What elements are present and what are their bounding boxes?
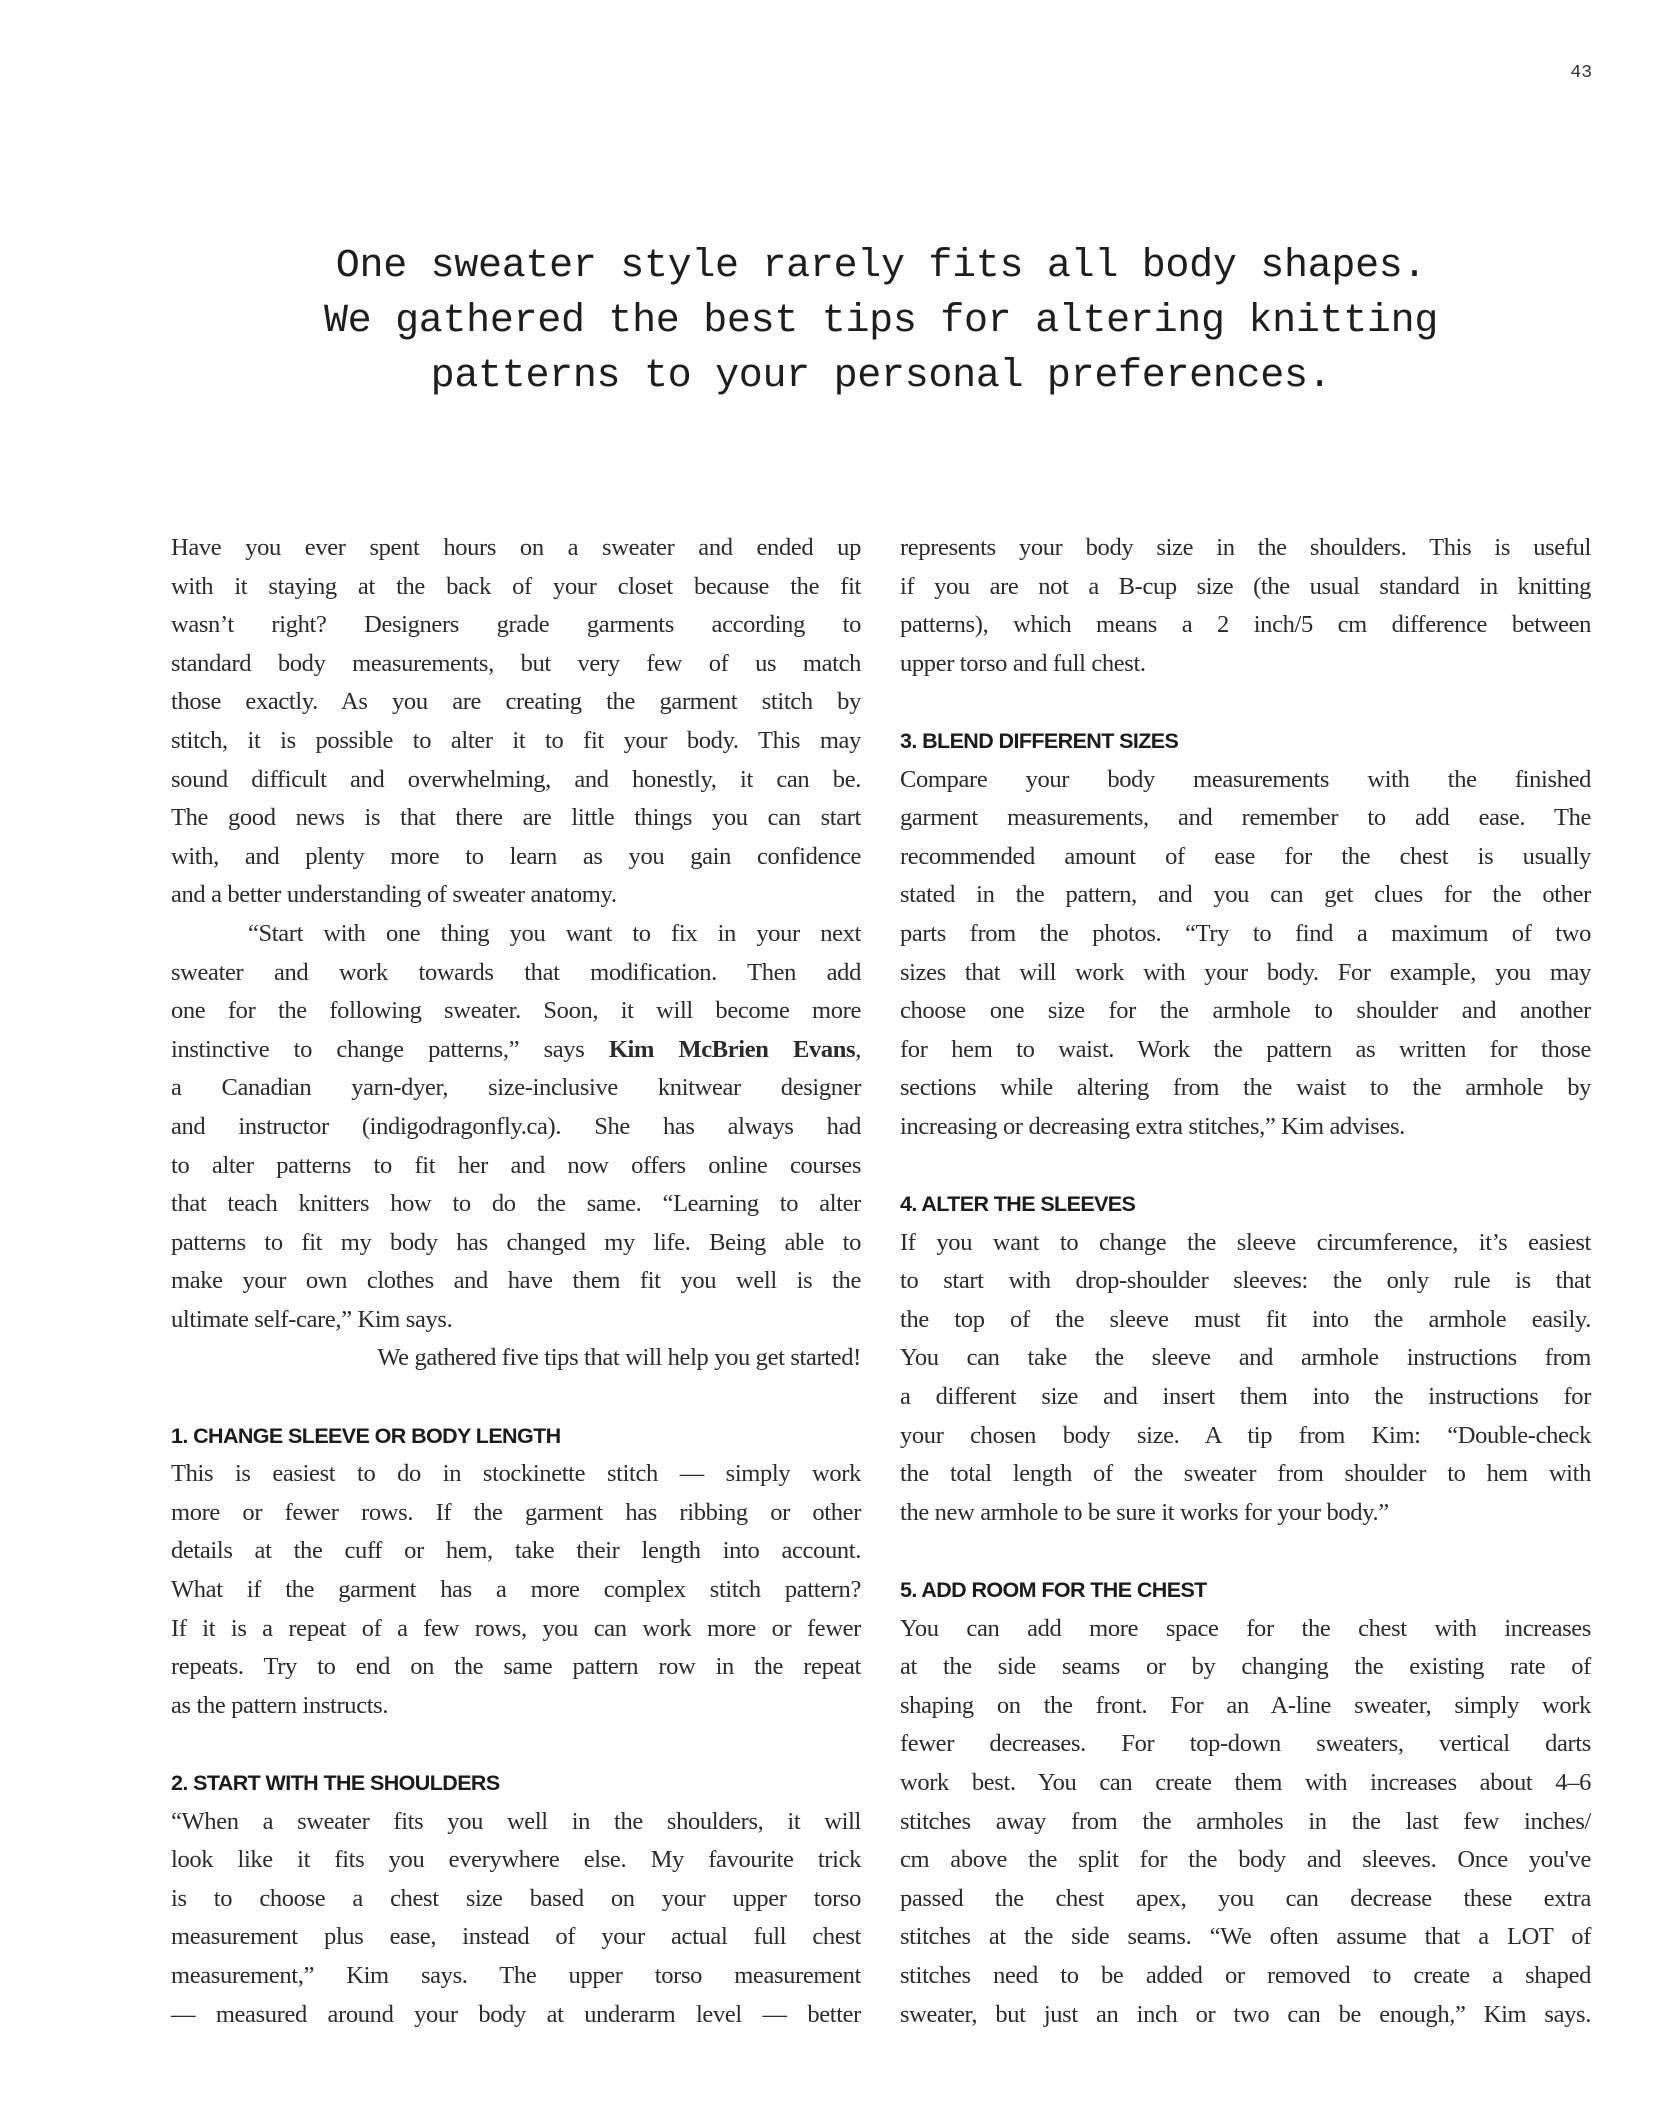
tip-2: [171, 1764, 861, 2034]
headline-line: One sweater style rarely fits all body shapes.: [335, 244, 1427, 289]
text-line: Have you ever spent hours on a sweater and ended up: [171, 534, 861, 561]
text-line: choose one size for the armhole to shoulder and another: [900, 997, 1591, 1025]
text-line: at the side seams or by changing the existing rate of: [900, 1653, 1591, 1681]
text-line: wasn’t right? Designers grade garments according to: [171, 611, 861, 639]
tip-2-continued: [900, 529, 1591, 683]
spacer: [900, 683, 1591, 722]
text-line: “When a sweater fits you well in the shoulders, it will: [171, 1807, 861, 1835]
text-line: What if the garment has a more complex stitch pattern?: [171, 1576, 861, 1604]
text-line: standard body measurements, but very few of us match: [171, 649, 861, 677]
text-line: that teach knitters how to do the same. “Learning to alter: [171, 1190, 861, 1218]
text-line: fewer decreases. For top-down sweaters, vertical darts: [900, 1730, 1591, 1758]
text-line: as the pattern instructs.: [171, 1691, 389, 1719]
text-line: stitches need to be added or removed to create a shaped: [900, 1961, 1591, 1989]
text-line: and a better understanding of sweater anatomy.: [171, 881, 617, 909]
text-line: to alter patterns to fit her and now offers online courses: [171, 1151, 861, 1179]
text-line: — measured around your body at underarm level — better: [171, 2000, 861, 2028]
text-line: to start with drop-shoulder sleeves: the only rule is that: [900, 1267, 1591, 1295]
text-line: a different size and insert them into the instructions for: [900, 1383, 1591, 1411]
text-line: one for the following sweater. Soon, it will become more: [171, 997, 861, 1025]
right-column: [900, 529, 1591, 2034]
text-line: those exactly. As you are creating the garment stitch by: [171, 688, 861, 716]
text-line: patterns to fit my body has changed my life. Being able to: [171, 1228, 861, 1256]
text-line: upper torso and full chest.: [900, 649, 1146, 677]
text-line: look like it fits you everywhere else. My favourite trick: [171, 1846, 861, 1874]
text-line: stitch, it is possible to alter it to fit your body. This may: [171, 726, 861, 754]
text-line: The good news is that there are little things you can start: [171, 804, 861, 832]
text-line: patterns), which means a 2 inch/5 cm difference between: [900, 611, 1591, 639]
text-segment: ,: [855, 1035, 861, 1063]
text-line: with it staying at the back of your closet because the fit: [171, 572, 861, 600]
text-line: make your own clothes and have them fit you well is the: [171, 1267, 861, 1295]
spacer: [900, 1532, 1591, 1571]
text-line: “Start with one thing you want to fix in your next: [248, 919, 861, 947]
spacer: [171, 1378, 861, 1417]
tips-intro: We gathered five tips that will help you get started!: [377, 1344, 861, 1372]
text-line: sizes that will work with your body. For example, you may: [900, 958, 1591, 986]
text-line: the total length of the sweater from shoulder to hem with: [900, 1460, 1591, 1488]
tip-heading: 4. ALTER THE SLEEVES: [900, 1192, 1136, 1217]
text-line: stated in the pattern, and you can get clues for the other: [900, 881, 1591, 909]
text-line: shaping on the front. For an A-line sweater, simply work: [900, 1691, 1591, 1719]
text-line: for hem to waist. Work the pattern as written for those: [900, 1035, 1591, 1063]
text-line: details at the cuff or hem, take their length into account.: [171, 1537, 861, 1565]
text-line: recommended amount of ease for the chest is usually: [900, 842, 1591, 870]
text-line: more or fewer rows. If the garment has ribbing or other: [171, 1498, 861, 1526]
tip-heading: 5. ADD ROOM FOR THE CHEST: [900, 1578, 1207, 1603]
text-line: stitches at the side seams. “We often assume that a LOT of: [900, 1923, 1591, 1951]
quote-paragraph: [171, 915, 861, 1340]
text-line: cm above the split for the body and sleeves. Once you've: [900, 1846, 1591, 1874]
left-column: [171, 529, 861, 2034]
tip-heading: 1. CHANGE SLEEVE OR BODY LENGTH: [171, 1423, 561, 1448]
text-line: repeats. Try to end on the same pattern row in the repeat: [171, 1653, 861, 1681]
designer-name: Kim McBrien Evans: [608, 1035, 856, 1063]
headline-line: We gathered the best tips for altering knitting: [323, 299, 1439, 344]
text-line: your chosen body size. A tip from Kim: “Double-check: [900, 1421, 1591, 1449]
tip-heading: 2. START WITH THE SHOULDERS: [171, 1771, 500, 1795]
intro-paragraph: [171, 529, 861, 915]
text-line: measurement plus ease, instead of your actual full chest: [171, 1923, 861, 1951]
text-line: stitches away from the armholes in the last few inches/: [900, 1807, 1591, 1835]
text-line: and instructor (indigodragonfly.ca). She has always had: [171, 1112, 861, 1140]
text-line: measurement,” Kim says. The upper torso measurement: [171, 1961, 861, 1989]
text-line: sweater, but just an inch or two can be enough,” Kim says.: [900, 2000, 1591, 2028]
text-line: is to choose a chest size based on your upper torso: [171, 1884, 861, 1912]
text-line: with, and plenty more to learn as you gain confidence: [171, 842, 861, 870]
spacer: [900, 1147, 1591, 1186]
text-line: passed the chest apex, you can decrease these extra: [900, 1884, 1591, 1912]
text-line: if you are not a B-cup size (the usual standard in knitting: [900, 572, 1591, 600]
tip-heading: 3. BLEND DIFFERENT SIZES: [900, 728, 1179, 753]
text-line: You can add more space for the chest with increases: [900, 1614, 1591, 1642]
headline-line: patterns to your personal preferences.: [430, 354, 1332, 399]
text-line: sound difficult and overwhelming, and honestly, it can be.: [171, 765, 861, 793]
tip-5: [900, 1571, 1591, 2034]
text-line: work best. You can create them with increases about 4–6: [900, 1769, 1591, 1796]
text-line: If you want to change the sleeve circumference, it’s easiest: [900, 1228, 1591, 1256]
text-line: garment measurements, and remember to add ease. The: [900, 804, 1591, 832]
text-line: [171, 1031, 861, 1070]
text-line: represents your body size in the shoulders. This is useful: [900, 534, 1591, 561]
tip-3: [900, 722, 1591, 1147]
text-line: This is easiest to do in stockinette stitch — simply work: [171, 1460, 861, 1488]
text-line: increasing or decreasing extra stitches,” Kim advises.: [900, 1112, 1405, 1140]
text-line: parts from the photos. “Try to find a maximum of two: [900, 919, 1591, 947]
text-line: a Canadian yarn-dyer, size-inclusive knitwear designer: [171, 1074, 861, 1102]
text-line: sweater and work towards that modification. Then add: [171, 958, 861, 986]
text-line: ultimate self-care,” Kim says.: [171, 1305, 453, 1333]
text-line: Compare your body measurements with the finished: [900, 765, 1591, 793]
headline: [171, 239, 1591, 404]
text-line: If it is a repeat of a few rows, you can work more or fewer: [171, 1614, 861, 1642]
text-segment: instinctive to change patterns,” says: [171, 1035, 609, 1063]
spacer: [171, 1725, 861, 1764]
tip-1: [171, 1417, 861, 1726]
text-line: the new armhole to be sure it works for your body.”: [900, 1498, 1389, 1526]
tip-4: [900, 1185, 1591, 1532]
text-line: You can take the sleeve and armhole instructions from: [900, 1344, 1591, 1372]
page-number: 43: [1570, 63, 1592, 83]
text-line: the top of the sleeve must fit into the armhole easily.: [900, 1305, 1591, 1333]
text-line: sections while altering from the waist to the armhole by: [900, 1074, 1591, 1102]
